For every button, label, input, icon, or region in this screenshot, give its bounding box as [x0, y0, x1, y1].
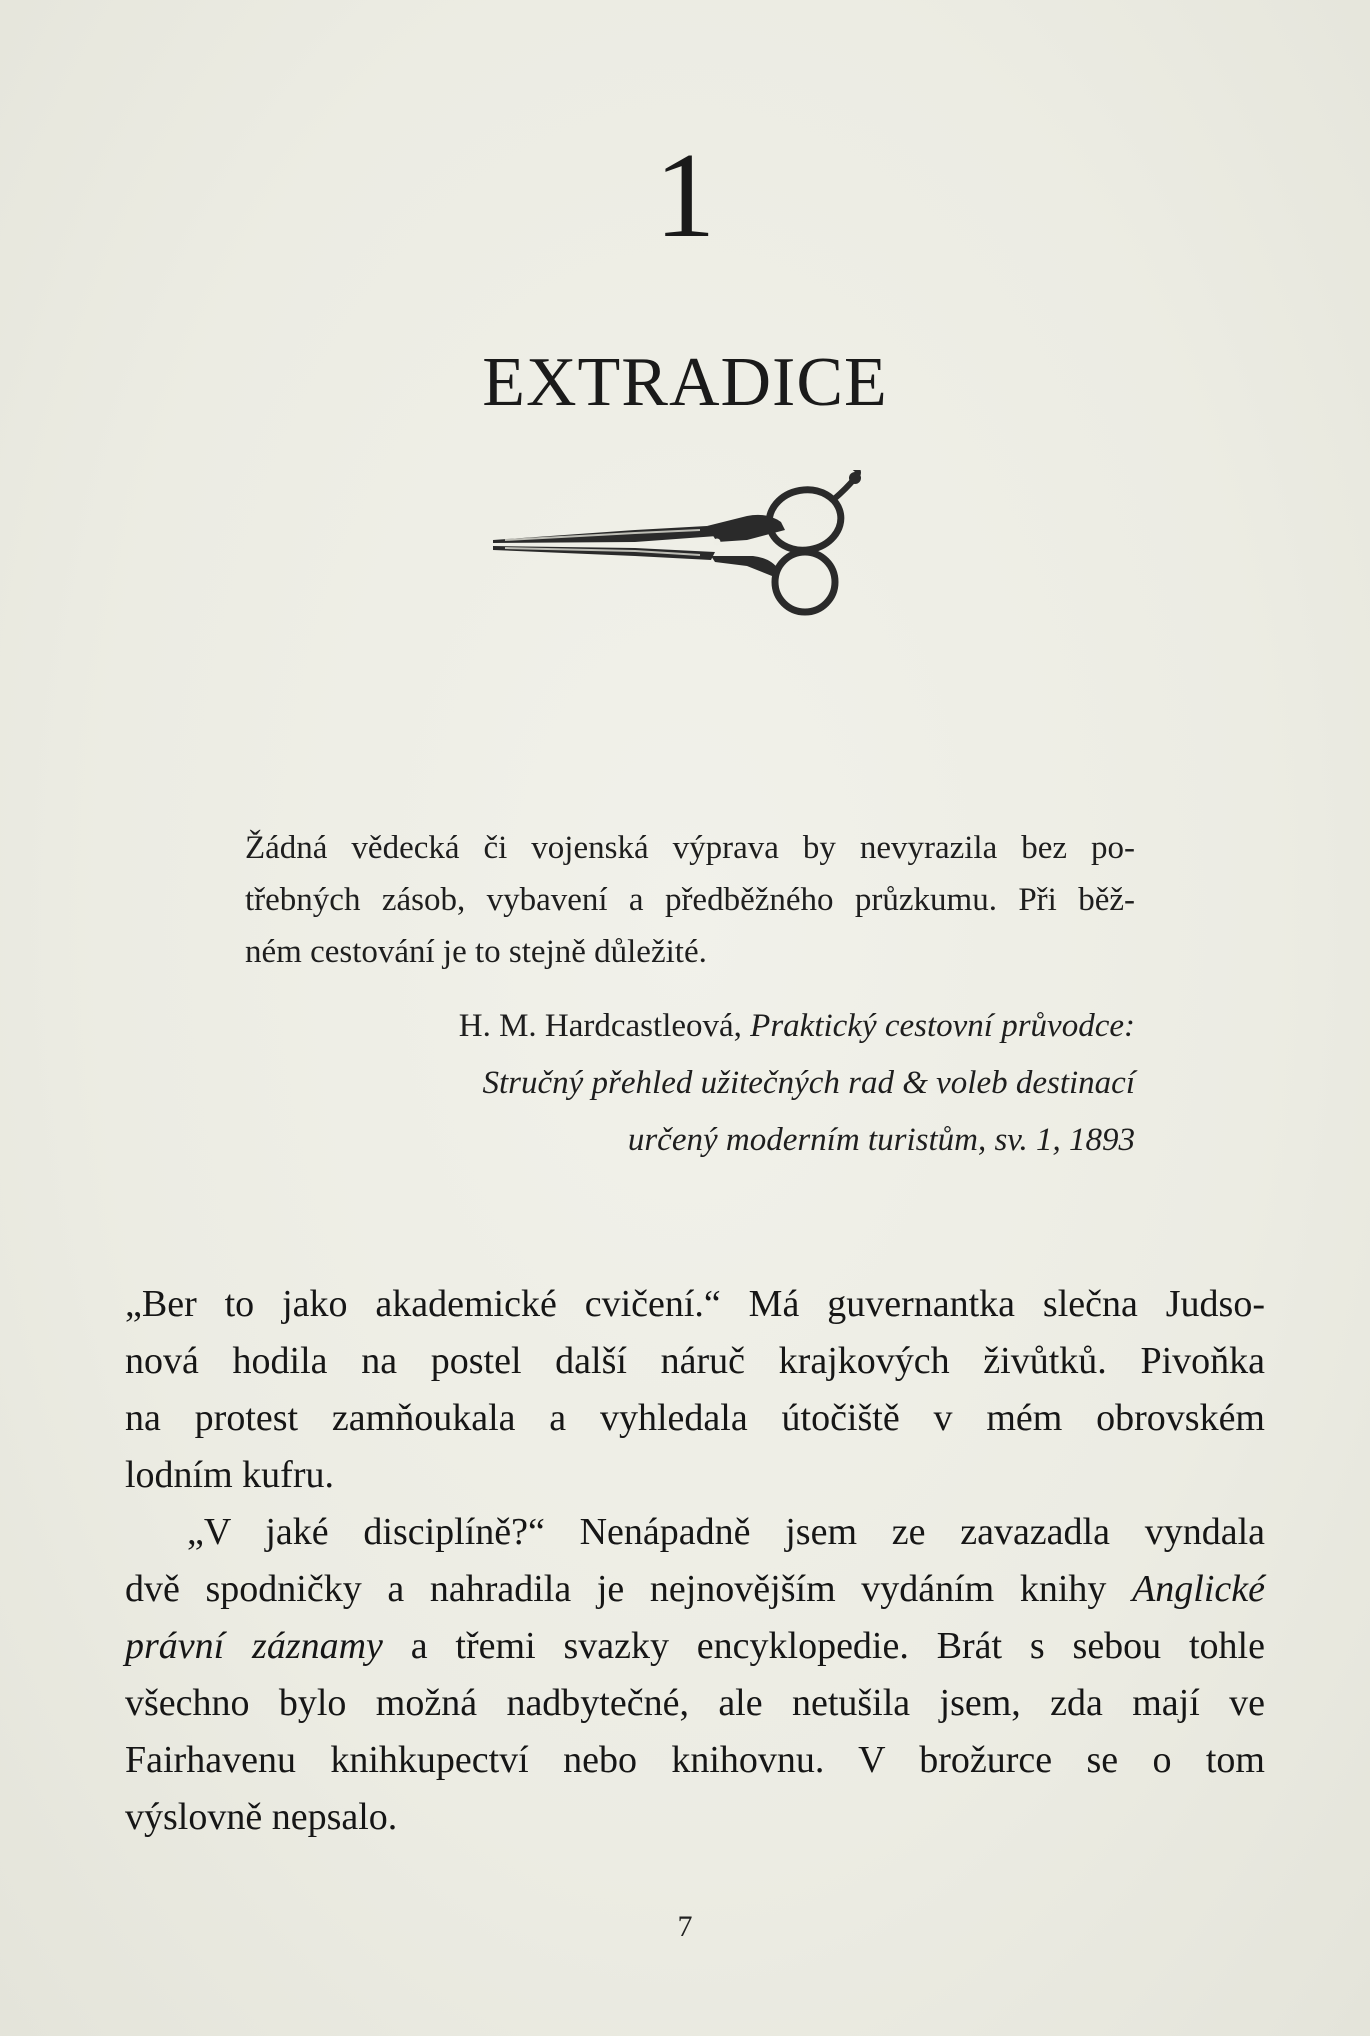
paragraph-line: „Ber to jako akademické cvičení.“ Má guvernantka slečna Judso-: [125, 1283, 1265, 1325]
attribution-author: H. M. Hardcastleová,: [458, 1008, 742, 1044]
chapter-number: 1: [654, 128, 716, 263]
book-title-italic: právní záznamy: [125, 1625, 383, 1667]
paragraph-line: lodním kufru.: [125, 1454, 334, 1496]
attribution-line-1: [245, 998, 1135, 1055]
paragraph-line: všechno bylo možná nadbytečné, ale netušila jsem, zda mají ve: [125, 1682, 1265, 1724]
chapter-title: EXTRADICE: [482, 344, 888, 421]
paragraph-line: [125, 1618, 1265, 1675]
paragraph-line: na protest zamňoukala a vyhledala útočiště v mém obrovském: [125, 1397, 1265, 1439]
attribution-work-volume: určený moderním turistům, sv. 1, 1893: [627, 1122, 1135, 1158]
paragraph-line: nová hodila na postel další náruč krajkových živůtků. Pivoňka: [125, 1340, 1265, 1382]
attribution-work-subtitle: Stručný přehled užitečných rad & voleb destinací: [482, 1065, 1135, 1101]
paragraph-line: „V jaké disciplíně?“ Nenápadně jsem ze zavazadla vyndala: [187, 1511, 1265, 1553]
paragraph-line: [125, 1561, 1265, 1618]
book-title-italic: Anglické: [1132, 1568, 1265, 1610]
epigraph: [245, 822, 1135, 978]
text-run: dvě spodničky a nahradila je nejnovějším vydáním knihy: [125, 1568, 1133, 1610]
text-run: a třemi svazky encyklopedie. Brát s sebou tohle: [382, 1625, 1265, 1667]
epigraph-line: ném cestování je to stejně důležité.: [245, 934, 707, 970]
attribution-work-title: Praktický cestovní průvodce:: [750, 1008, 1135, 1044]
page-number: 7: [677, 1910, 693, 1943]
paragraph-line: Fairhavenu knihkupectví nebo knihovnu. V brožurce se o tom: [125, 1739, 1265, 1781]
epigraph-line: Žádná vědecká či vojenská výprava by nevyrazila bez po-: [245, 830, 1135, 866]
scissors-icon: [485, 470, 885, 630]
epigraph-attribution: [245, 998, 1135, 1169]
paragraph-line: výslovně nepsalo.: [125, 1796, 398, 1838]
body-text: [125, 1276, 1265, 1846]
attribution-line-3: [245, 1112, 1135, 1169]
attribution-line-2: [245, 1055, 1135, 1112]
epigraph-line: třebných zásob, vybavení a předběžného průzkumu. Při běž-: [245, 882, 1135, 918]
